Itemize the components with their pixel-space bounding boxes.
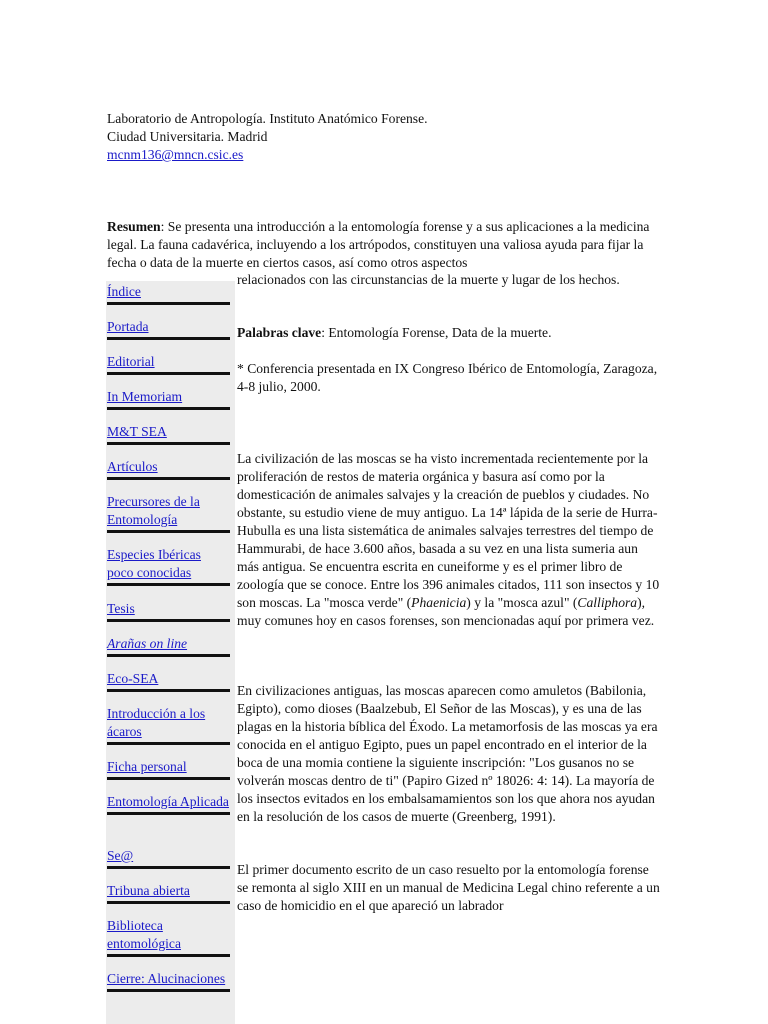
- sidebar-link[interactable]: Editorial: [107, 354, 155, 369]
- sidebar-item-precursores[interactable]: [107, 493, 230, 533]
- sidebar-item-sea[interactable]: [107, 847, 230, 869]
- paragraph-text: El primer documento escrito de un caso resuelto por la entomología forense se remonta al siglo XIII en un manual de Medicina Legal chino referente a un caso de homicidio en el que apareció un labrador: [237, 862, 660, 913]
- sidebar-link[interactable]: Tesis: [107, 601, 135, 616]
- sidebar-item-especies[interactable]: [107, 546, 230, 586]
- species-name: Calliphora: [577, 595, 638, 610]
- conference-note: [237, 360, 662, 396]
- paragraph-3: [237, 861, 662, 915]
- sidebar-item-aranas[interactable]: [107, 635, 230, 657]
- sidebar-item-cierre[interactable]: [107, 970, 230, 992]
- sidebar-item-mt-sea[interactable]: [107, 423, 230, 445]
- paragraph-1: [237, 450, 662, 630]
- sidebar-link[interactable]: Entomología Aplicada: [107, 794, 229, 809]
- sidebar-link[interactable]: Ficha personal: [107, 759, 187, 774]
- sidebar-link[interactable]: In Memoriam: [107, 389, 183, 404]
- sidebar-link[interactable]: Biblioteca entomológica: [107, 918, 181, 951]
- keywords: [237, 324, 662, 342]
- sidebar-link[interactable]: Arañas on line: [107, 636, 188, 651]
- abstract-text: : Se presenta una introducción a la entomología forense y a sus aplicaciones a la medicina legal. La fauna cadavérica, incluyendo a los artrópodos, constituyen una valiosa ayuda para fijar la fecha o data de la muerte en ciertos casos, así como otros aspectos: [107, 219, 650, 270]
- sidebar-item-ficha[interactable]: [107, 758, 230, 780]
- sidebar-item-eco-sea[interactable]: [107, 670, 230, 692]
- sidebar-item-tesis[interactable]: [107, 600, 230, 622]
- sidebar-item-articulos[interactable]: [107, 458, 230, 480]
- location-line: Ciudad Universitaria. Madrid: [107, 129, 268, 144]
- sidebar-item-editorial[interactable]: [107, 353, 230, 375]
- sidebar-item-entomologia-aplicada[interactable]: [107, 793, 230, 815]
- keywords-label: Palabras clave: [237, 325, 322, 340]
- navigation-sidebar: [106, 281, 235, 1024]
- paragraph-2: [237, 682, 662, 826]
- sidebar-item-portada[interactable]: [107, 318, 230, 340]
- sidebar-link[interactable]: M&T SEA: [107, 424, 167, 439]
- sidebar-link[interactable]: Tribuna abierta: [107, 883, 190, 898]
- paragraph-text: ), muy comunes hoy en casos forenses, son mencionadas aquí por primera vez.: [237, 595, 655, 628]
- sidebar-link[interactable]: Eco-SEA: [107, 671, 159, 686]
- abstract-label: Resumen: [107, 219, 161, 234]
- keywords-text: : Entomología Forense, Data de la muerte.: [321, 325, 552, 340]
- paragraph-text: La civilización de las moscas se ha visto incrementada recientemente por la proliferación de restos de materia orgánica y basura así como por la domesticación de animales salvajes y la creación de pueblos y ciudades. No obstante, su estudio viene de muy antiguo. La 14ª lápida de la serie de Hurra-Hubulla es una lista sistemática de animales salvajes terrestres del tiempo de Hammurabi, de hace 3.600 años, basada a su vez en una lista sumeria aun más antigua. Se encuentra escrita en cuneiforme y es el primer libro de zoología que se conoce. Entre los 396 animales citados, 111 son insectos y 10 son moscas. La "mosca verde" (: [237, 451, 660, 610]
- sidebar-item-biblioteca[interactable]: [107, 917, 230, 957]
- sidebar-item-in-memoriam[interactable]: [107, 388, 230, 410]
- email-link[interactable]: mcnm136@mncn.csic.es: [107, 147, 244, 162]
- sidebar-item-acaros[interactable]: [107, 705, 230, 745]
- abstract-text-continued: relacionados con las circunstancias de la muerte y lugar de los hechos.: [237, 272, 620, 287]
- sidebar-link[interactable]: Portada: [107, 319, 149, 334]
- abstract: [107, 218, 655, 272]
- sidebar-link[interactable]: Cierre: Alucinaciones: [107, 971, 226, 986]
- paragraph-text: ) y la "mosca azul" (: [466, 595, 578, 610]
- abstract-continuation: [237, 271, 657, 289]
- sidebar-item-indice[interactable]: [107, 283, 230, 305]
- paragraph-text: En civilizaciones antiguas, las moscas aparecen como amuletos (Babilonia, Egipto), como dioses (Baalzebub, El Señor de las Moscas), y es una de las plagas en la historia bíblica del Éxodo. La metamorfosis de las moscas ya era conocida en el antiguo Egipto, pues un papel encontrado en el interior de la boca de una momia contiene la siguiente inscripción: "Los gusanos no se volverán moscas dentro de ti" (Papiro Gized nº 18026: 4: 14). La mayoría de los insectos evitados en los embalsamamientos son los que ahora nos ayudan en la resolución de los casos de muerte (Greenberg, 1991).: [237, 683, 658, 824]
- sidebar-link[interactable]: Se@: [107, 848, 134, 863]
- sidebar-link[interactable]: Introducción a los ácaros: [107, 706, 206, 739]
- species-name: Phaenicia: [411, 595, 467, 610]
- author-affiliation: [107, 110, 667, 164]
- sidebar-link[interactable]: Especies Ibéricas poco conocidas: [107, 547, 201, 580]
- sidebar-link[interactable]: Artículos: [107, 459, 158, 474]
- sidebar-link[interactable]: Precursores de la Entomología: [107, 494, 200, 527]
- affiliation-line: Laboratorio de Antropología. Instituto Anatómico Forense.: [107, 111, 428, 126]
- sidebar-link[interactable]: Índice: [107, 284, 141, 299]
- sidebar-item-tribuna[interactable]: [107, 882, 230, 904]
- conference-note-text: * Conferencia presentada en IX Congreso Ibérico de Entomología, Zaragoza, 4-8 julio, 2000.: [237, 361, 658, 394]
